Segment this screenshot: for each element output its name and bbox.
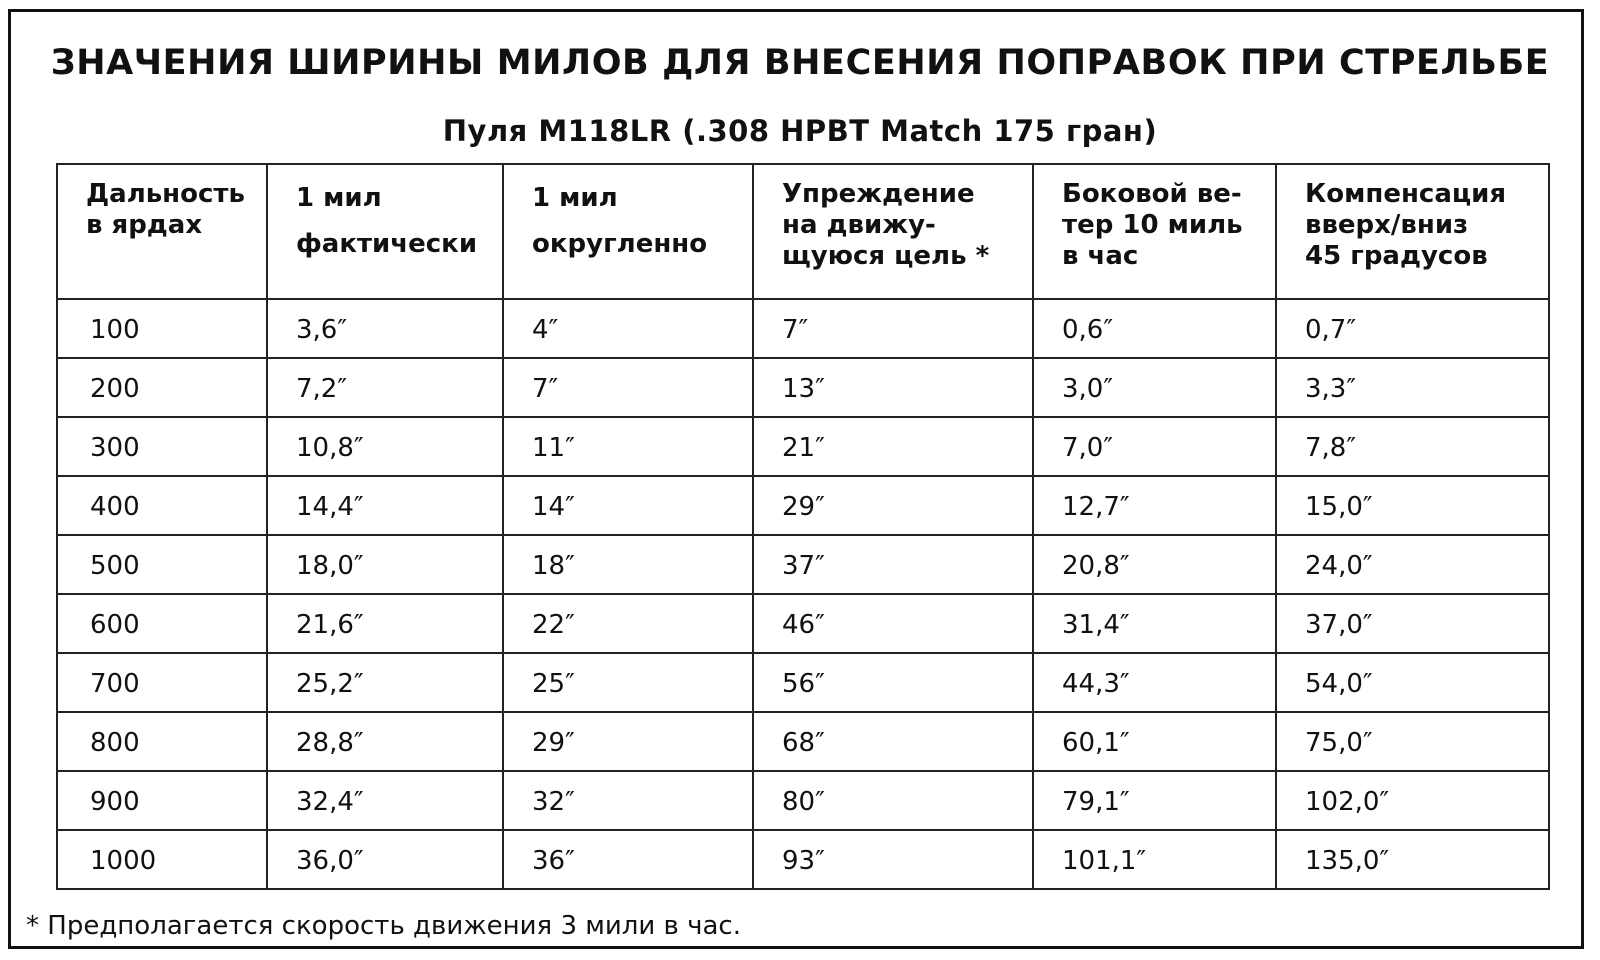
cell-angle: 15,0″ — [1276, 476, 1549, 535]
cell-angle: 75,0″ — [1276, 712, 1549, 771]
cell-mil-actual: 14,4″ — [267, 476, 503, 535]
cell-angle: 102,0″ — [1276, 771, 1549, 830]
cell-range: 1000 — [57, 830, 267, 889]
cell-lead: 68″ — [753, 712, 1033, 771]
table-row — [57, 830, 1549, 889]
cell-mil-rounded: 11″ — [503, 417, 753, 476]
table-row — [57, 594, 1549, 653]
cell-angle: 24,0″ — [1276, 535, 1549, 594]
cell-lead: 56″ — [753, 653, 1033, 712]
cell-angle: 7,8″ — [1276, 417, 1549, 476]
cell-mil-actual: 21,6″ — [267, 594, 503, 653]
header-range-yards: Дальность в ярдах — [57, 164, 267, 299]
cell-mil-rounded: 4″ — [503, 299, 753, 358]
cell-range: 900 — [57, 771, 267, 830]
table-row — [57, 712, 1549, 771]
cell-mil-rounded: 36″ — [503, 830, 753, 889]
table-row — [57, 476, 1549, 535]
cell-lead: 13″ — [753, 358, 1033, 417]
cell-mil-actual: 7,2″ — [267, 358, 503, 417]
header-mil-rounded: 1 мил округленно — [503, 164, 753, 299]
table-row — [57, 417, 1549, 476]
cell-mil-actual: 25,2″ — [267, 653, 503, 712]
cell-mil-rounded: 32″ — [503, 771, 753, 830]
header-angle-compensation: Компенсация вверх/вниз 45 градусов — [1276, 164, 1549, 299]
cell-mil-actual: 36,0″ — [267, 830, 503, 889]
table-row — [57, 535, 1549, 594]
header-mil-actual: 1 мил фактически — [267, 164, 503, 299]
table-row — [57, 771, 1549, 830]
cell-range: 400 — [57, 476, 267, 535]
cell-wind: 101,1″ — [1033, 830, 1276, 889]
cell-lead: 29″ — [753, 476, 1033, 535]
mil-width-table — [56, 163, 1550, 890]
cell-range: 800 — [57, 712, 267, 771]
cell-lead: 7″ — [753, 299, 1033, 358]
cell-mil-rounded: 22″ — [503, 594, 753, 653]
table-row — [57, 299, 1549, 358]
cell-wind: 60,1″ — [1033, 712, 1276, 771]
cell-lead: 37″ — [753, 535, 1033, 594]
cell-mil-actual: 32,4″ — [267, 771, 503, 830]
cell-wind: 12,7″ — [1033, 476, 1276, 535]
header-moving-target-lead: Упреждение на движу- щуюся цель * — [753, 164, 1033, 299]
cell-range: 200 — [57, 358, 267, 417]
cell-mil-rounded: 18″ — [503, 535, 753, 594]
cell-range: 100 — [57, 299, 267, 358]
table-header-row — [57, 164, 1549, 299]
cell-wind: 44,3″ — [1033, 653, 1276, 712]
page-title: ЗНАЧЕНИЯ ШИРИНЫ МИЛОВ ДЛЯ ВНЕСЕНИЯ ПОПРАВОК ПРИ СТРЕЛЬБЕ — [50, 43, 1550, 83]
cell-angle: 54,0″ — [1276, 653, 1549, 712]
cell-range: 300 — [57, 417, 267, 476]
cell-mil-actual: 18,0″ — [267, 535, 503, 594]
cell-angle: 135,0″ — [1276, 830, 1549, 889]
cell-wind: 31,4″ — [1033, 594, 1276, 653]
cell-mil-actual: 3,6″ — [267, 299, 503, 358]
cell-mil-actual: 28,8″ — [267, 712, 503, 771]
cell-range: 500 — [57, 535, 267, 594]
cell-angle: 3,3″ — [1276, 358, 1549, 417]
cell-wind: 7,0″ — [1033, 417, 1276, 476]
table-row — [57, 358, 1549, 417]
cell-angle: 0,7″ — [1276, 299, 1549, 358]
cell-wind: 3,0″ — [1033, 358, 1276, 417]
cell-wind: 0,6″ — [1033, 299, 1276, 358]
cell-range: 600 — [57, 594, 267, 653]
cell-mil-rounded: 14″ — [503, 476, 753, 535]
cell-mil-rounded: 7″ — [503, 358, 753, 417]
cell-wind: 79,1″ — [1033, 771, 1276, 830]
cell-wind: 20,8″ — [1033, 535, 1276, 594]
cell-range: 700 — [57, 653, 267, 712]
cell-angle: 37,0″ — [1276, 594, 1549, 653]
table-row — [57, 653, 1549, 712]
header-crosswind-10mph: Боковой ве- тер 10 миль в час — [1033, 164, 1276, 299]
cell-lead: 93″ — [753, 830, 1033, 889]
cell-mil-rounded: 29″ — [503, 712, 753, 771]
footnote: * Предполагается скорость движения 3 мили в час. — [26, 911, 741, 941]
cell-mil-rounded: 25″ — [503, 653, 753, 712]
page-subtitle: Пуля M118LR (.308 HPBT Match 175 гран) — [442, 114, 1158, 148]
cell-mil-actual: 10,8″ — [267, 417, 503, 476]
table-body — [57, 299, 1549, 889]
cell-lead: 46″ — [753, 594, 1033, 653]
cell-lead: 21″ — [753, 417, 1033, 476]
cell-lead: 80″ — [753, 771, 1033, 830]
